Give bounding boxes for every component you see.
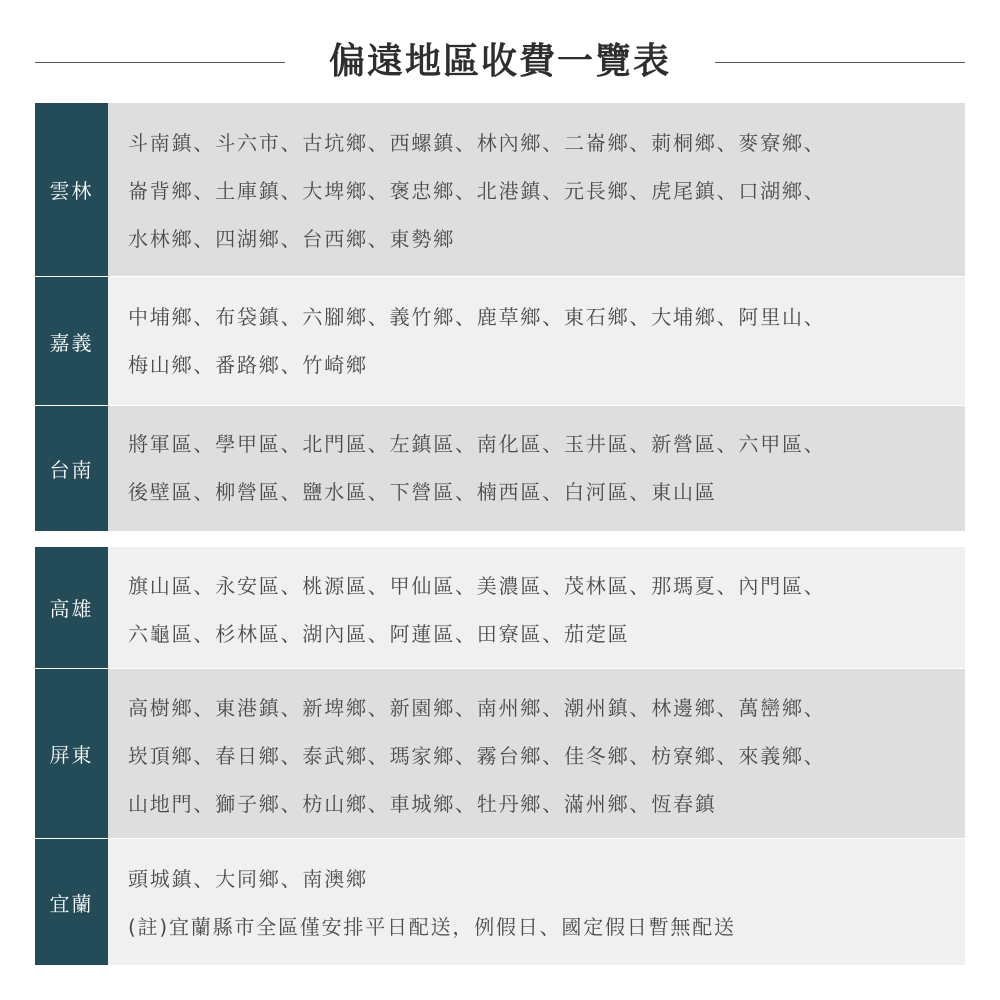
area-line: 中埔鄉、布袋鎮、六腳鄉、義竹鄉、鹿草鄉、東石鄉、大埔鄉、阿里山、 (128, 305, 826, 329)
area-line: 頭城鎮、大同鄉、南澳鄉 (128, 867, 368, 891)
area-line: 高樹鄉、東港鎮、新埤鄉、新園鄉、南州鄉、潮州鎮、林邊鄉、萬巒鄉、 (128, 696, 826, 720)
area-line: 崁頂鄉、春日鄉、泰武鄉、瑪家鄉、霧台鄉、佳冬鄉、枋寮鄉、來義鄉、 (128, 744, 826, 768)
area-line: 斗南鎮、斗六市、古坑鄉、西螺鎮、林內鄉、二崙鄉、莿桐鄉、麥寮鄉、 (128, 131, 826, 155)
region-label-cell (35, 839, 108, 965)
region-label-cell (35, 669, 108, 838)
region-table-group-2 (35, 547, 965, 965)
region-name: 台南 (49, 458, 94, 482)
region-row-yunlin (35, 103, 965, 276)
area-line: 旗山區、永安區、桃源區、甲仙區、美濃區、茂林區、那瑪夏、內門區、 (128, 574, 826, 598)
region-name: 宜蘭 (49, 891, 94, 916)
region-areas (108, 547, 965, 668)
region-areas (108, 103, 965, 276)
region-row-chiayi (35, 277, 965, 405)
region-areas (108, 406, 965, 531)
area-line: 水林鄉、四湖鄉、台西鄉、東勢鄉 (128, 227, 455, 251)
title-divider-left (35, 62, 285, 63)
region-label-cell (35, 547, 108, 668)
region-name: 高雄 (49, 597, 94, 621)
title-divider-right (715, 62, 965, 63)
area-line: 梅山鄉、番路鄉、竹崎鄉 (128, 353, 368, 377)
area-line: 山地門、獅子鄉、枋山鄉、車城鄉、牡丹鄉、滿州鄉、恆春鎮 (128, 792, 717, 816)
region-name: 嘉義 (49, 330, 94, 355)
region-table-group-1 (35, 103, 965, 531)
delivery-note: (註)宜蘭縣市全區僅安排平日配送，例假日、國定假日暫無配送 (128, 915, 736, 939)
region-label-cell (35, 103, 108, 276)
region-name: 屏東 (49, 743, 94, 767)
area-line: 將軍區、學甲區、北門區、左鎮區、南化區、玉井區、新營區、六甲區、 (128, 432, 826, 456)
region-label-cell (35, 406, 108, 531)
page-title: 偏遠地區收費一覽表 (328, 41, 671, 82)
area-line: 六龜區、杉林區、湖內區、阿蓮區、田寮區、茄萣區 (128, 622, 630, 646)
region-row-pingtung (35, 669, 965, 838)
region-areas (108, 839, 965, 965)
region-row-tainan (35, 406, 965, 531)
area-line: 後壁區、柳營區、鹽水區、下營區、楠西區、白河區、東山區 (128, 480, 717, 504)
region-row-kaohsiung (35, 547, 965, 668)
region-areas (108, 669, 965, 838)
region-row-yilan (35, 839, 965, 965)
area-line: 崙背鄉、土庫鎮、大埤鄉、褒忠鄉、北港鎮、元長鄉、虎尾鎮、口湖鄉、 (128, 179, 826, 203)
region-areas (108, 277, 965, 405)
region-name: 雲林 (49, 179, 94, 203)
page-header (35, 30, 965, 94)
region-label-cell (35, 277, 108, 405)
